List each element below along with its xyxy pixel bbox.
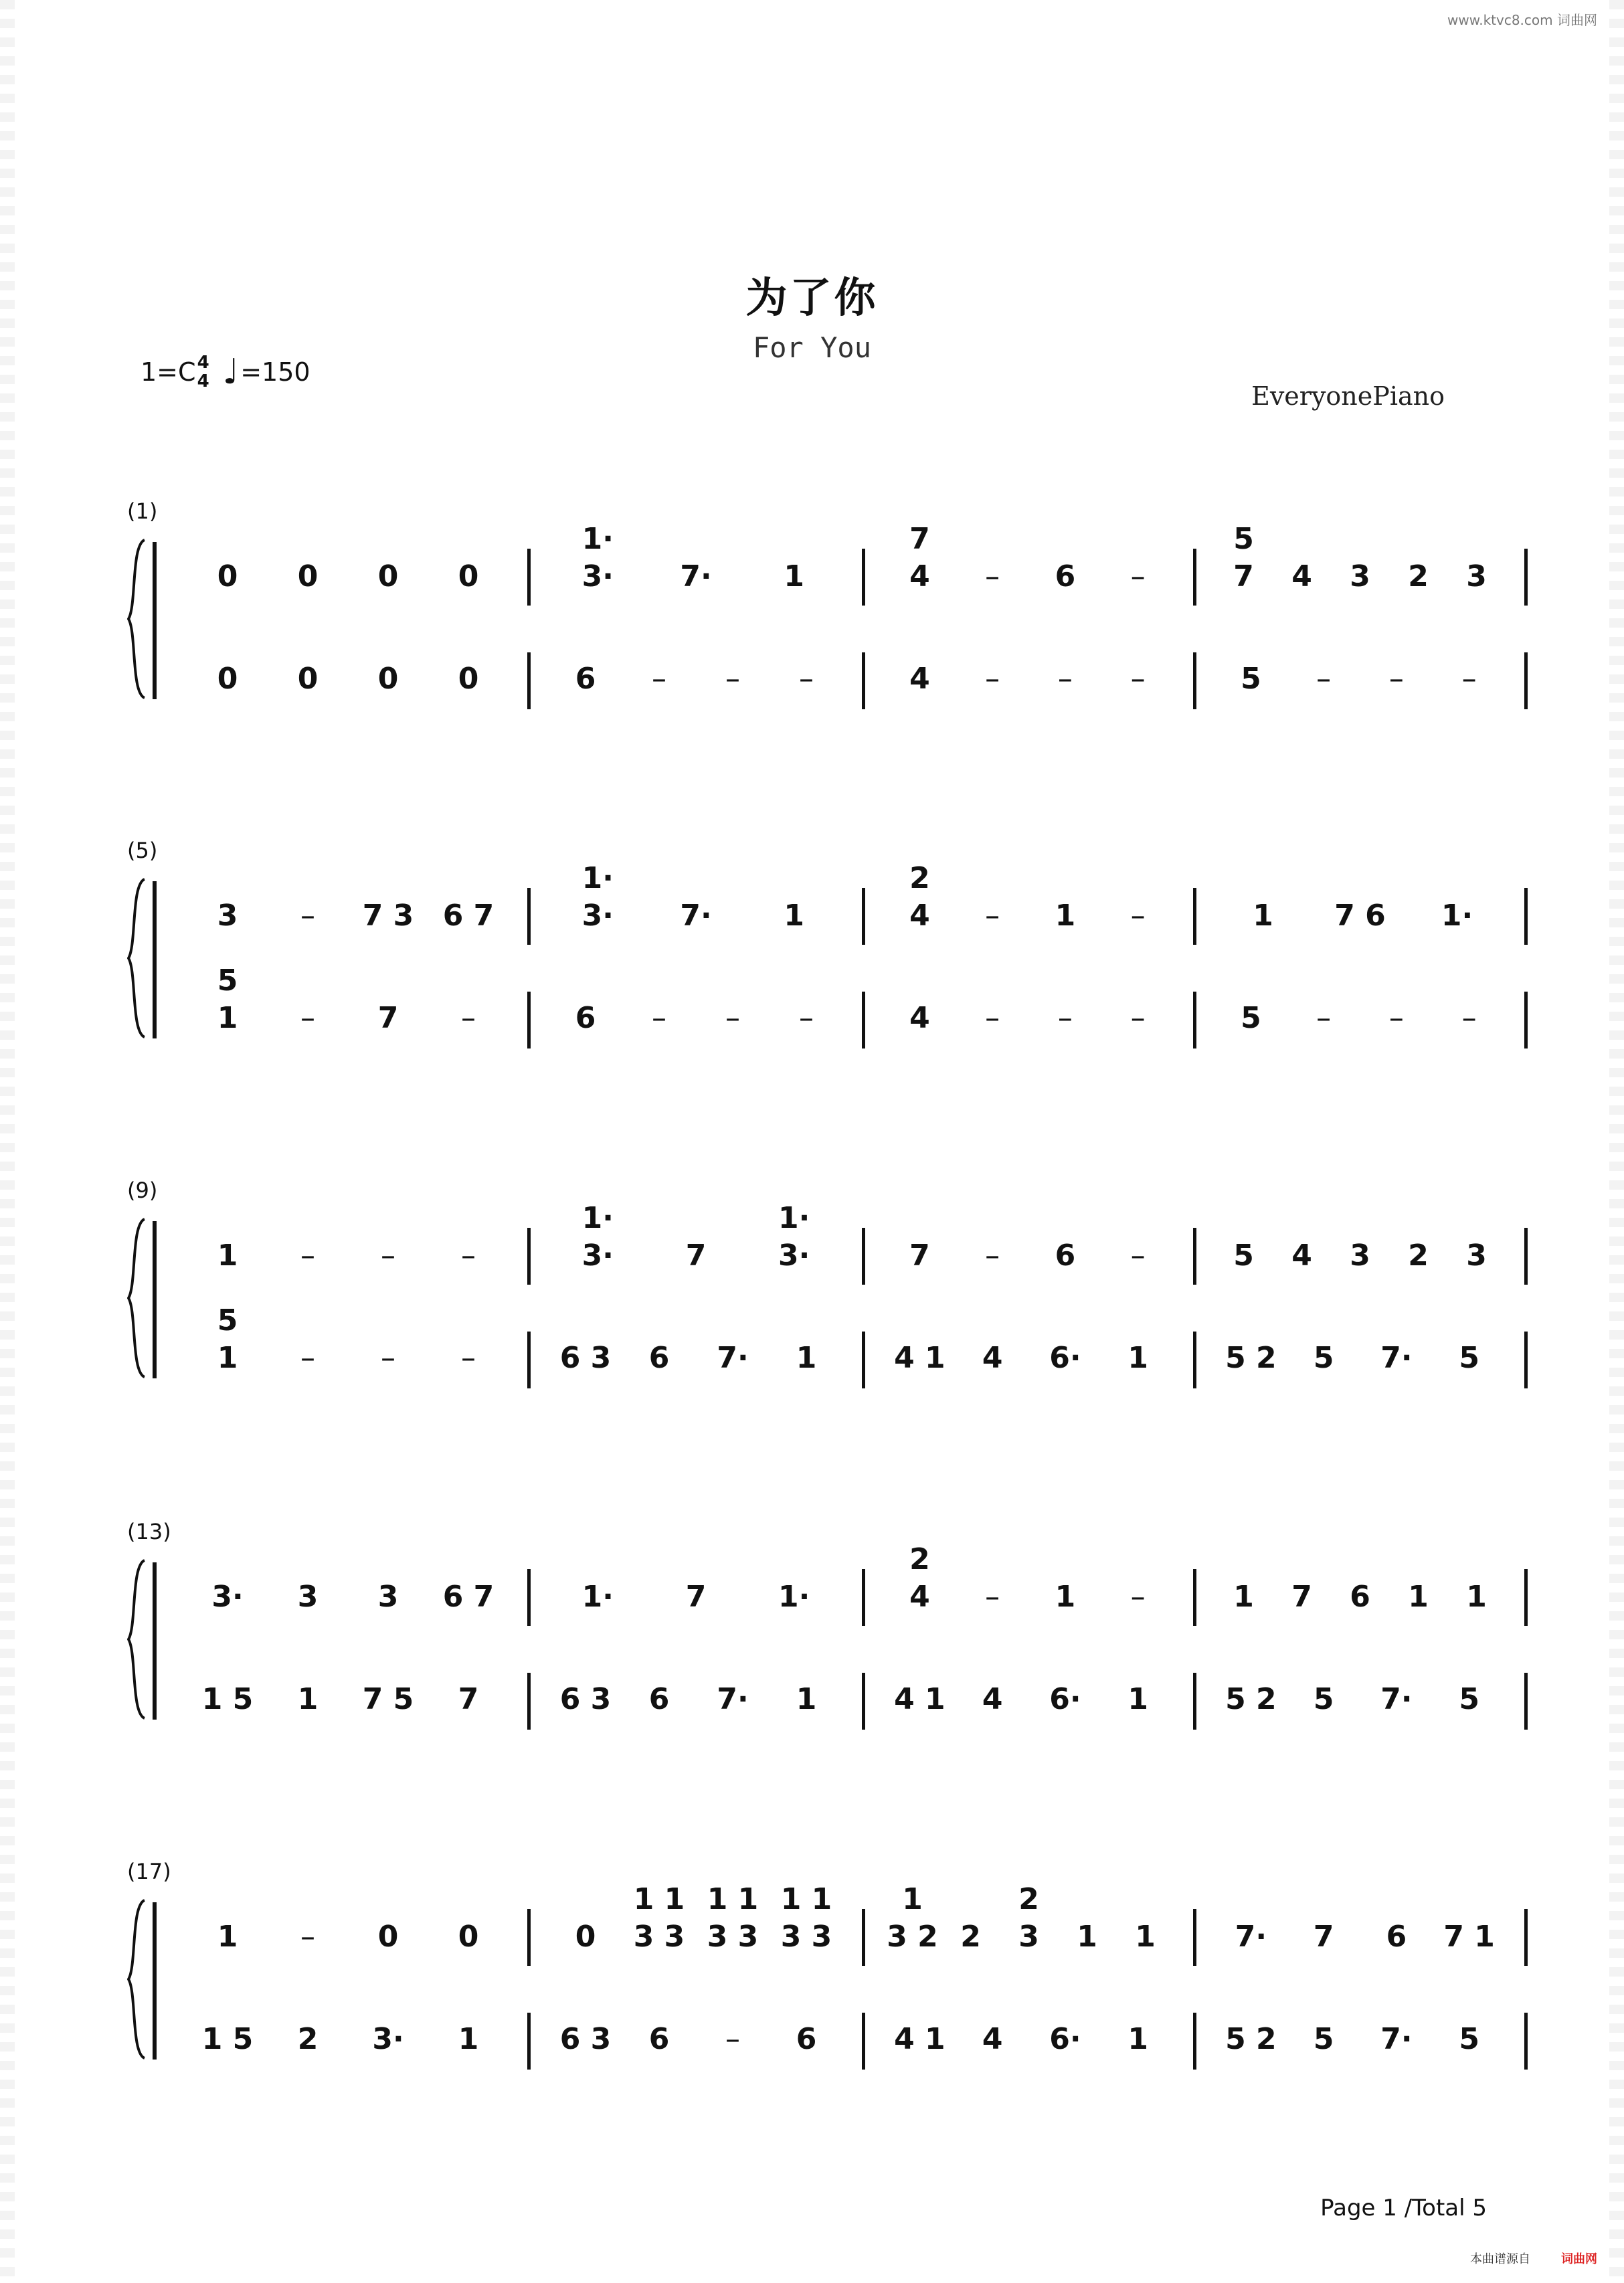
note: 1: [784, 899, 804, 933]
note: 3 3: [780, 1920, 832, 1954]
composer: EveryonePiano: [1251, 381, 1445, 411]
note: 3·: [372, 2022, 404, 2056]
sustain-dash: –: [799, 662, 814, 696]
system-barline: [153, 881, 157, 1038]
sustain-dash: –: [985, 662, 1000, 696]
note: 6: [796, 2022, 817, 2056]
note: 5 2: [1225, 1682, 1277, 1716]
note: 4: [982, 2022, 1003, 2056]
note: 1: [217, 1920, 238, 1954]
note: 5 2: [1225, 2022, 1277, 2056]
staff-system: [127, 498, 1492, 699]
note: 5: [1313, 2022, 1334, 2056]
tempo-value: =150: [240, 357, 310, 387]
note: 6: [1055, 559, 1076, 593]
note: 5: [1241, 662, 1261, 696]
sustain-dash: –: [985, 1239, 1000, 1273]
harmony-note: 2: [909, 861, 930, 895]
sustain-dash: –: [652, 1001, 666, 1035]
barline: [527, 1332, 531, 1388]
sustain-dash: –: [1316, 1001, 1332, 1035]
barline: [1193, 549, 1196, 606]
note: 3: [1466, 559, 1487, 593]
barline: [527, 992, 531, 1048]
sustain-dash: –: [985, 899, 1000, 933]
note: 1: [1253, 899, 1273, 933]
sustain-dash: –: [381, 1239, 395, 1273]
song-subtitle: For You: [752, 331, 871, 364]
note: 4: [1291, 559, 1312, 593]
quarter-note-icon: ♩: [222, 352, 240, 392]
sustain-dash: –: [725, 1001, 740, 1035]
key-signature: [141, 353, 310, 391]
barline: [1524, 1332, 1528, 1388]
upper-staff: [167, 1201, 1492, 1293]
harmony-note: 1·: [581, 1201, 614, 1235]
note: 3: [1018, 1920, 1039, 1954]
note: 4 1: [894, 1682, 945, 1716]
note: 6 3: [559, 1341, 612, 1375]
barline: [527, 1569, 531, 1626]
barline: [1193, 888, 1196, 945]
note: 1: [217, 1341, 238, 1375]
note: 3 3: [633, 1920, 685, 1954]
sustain-dash: –: [1130, 1239, 1146, 1273]
time-beats: 4: [197, 353, 209, 373]
note: 5: [1313, 1341, 1334, 1375]
note: 4: [1291, 1239, 1312, 1273]
sustain-dash: –: [461, 1239, 476, 1273]
note: 1: [1127, 1341, 1148, 1375]
sustain-dash: –: [1130, 899, 1146, 933]
upper-staff: [167, 522, 1492, 614]
harmony-note: 1 1: [780, 1882, 832, 1916]
note: 6: [575, 1001, 596, 1035]
sustain-dash: –: [300, 1920, 315, 1954]
sustain-dash: –: [1461, 1001, 1477, 1035]
note: 1: [1233, 1580, 1254, 1614]
harmony-note: 1 1: [633, 1882, 685, 1916]
note: 0: [377, 1920, 399, 1954]
note: 2: [297, 2022, 319, 2056]
harmony-note: 1·: [581, 522, 614, 556]
note: 5: [1233, 1239, 1254, 1273]
note: 1: [297, 1682, 319, 1716]
sustain-dash: –: [985, 1001, 1000, 1035]
note: 3: [1466, 1239, 1487, 1273]
harmony-note: 5: [217, 964, 238, 998]
sustain-dash: –: [381, 1341, 395, 1375]
barline: [1193, 1909, 1196, 1966]
note: 4: [909, 1580, 930, 1614]
barline: [862, 888, 865, 945]
note: 1: [1127, 1682, 1148, 1716]
system-barline: [153, 542, 157, 699]
brace-icon: [127, 1559, 147, 1720]
note: 1: [1466, 1580, 1487, 1614]
note: 1: [1127, 2022, 1148, 2056]
note: 7: [1313, 1920, 1334, 1954]
barline: [862, 652, 865, 709]
note: 6: [1386, 1920, 1407, 1954]
barline: [1524, 1569, 1528, 1626]
harmony-note: 2: [909, 1542, 930, 1576]
note: 1·: [778, 1580, 810, 1614]
barline: [1193, 2013, 1196, 2070]
harmony-note: 2: [1018, 1882, 1039, 1916]
note: 7: [1291, 1580, 1312, 1614]
barline: [862, 549, 865, 606]
note: 2: [1408, 559, 1429, 593]
sustain-dash: –: [1316, 662, 1332, 696]
note: 4: [909, 662, 930, 696]
note: 6·: [1049, 2022, 1081, 2056]
harmony-note: 1 1: [707, 1882, 759, 1916]
note: 6: [648, 1341, 670, 1375]
note: 7: [458, 1682, 479, 1716]
system-barline: [153, 1221, 157, 1378]
harmony-note: 5: [217, 1303, 238, 1338]
note: 5: [1459, 1341, 1479, 1375]
barline: [862, 1569, 865, 1626]
note: 0: [377, 662, 399, 696]
note: 0: [297, 559, 319, 593]
note: 5: [1313, 1682, 1334, 1716]
sustain-dash: –: [300, 1341, 315, 1375]
note: 4: [909, 1001, 930, 1035]
note: 7·: [1380, 2022, 1413, 2056]
key-prefix: 1=C: [141, 357, 196, 387]
barline: [527, 549, 531, 606]
time-unit: 4: [197, 371, 209, 391]
barline: [1193, 1332, 1196, 1388]
note: 0: [458, 662, 479, 696]
brace-icon: [127, 878, 147, 1038]
note: 1·: [1441, 899, 1473, 933]
barline: [862, 1228, 865, 1285]
barline: [862, 1909, 865, 1966]
note: 7 3: [362, 899, 414, 933]
note: 7: [909, 1239, 930, 1273]
sustain-dash: –: [1057, 662, 1073, 696]
note: 1: [217, 1001, 238, 1035]
sustain-dash: –: [1388, 1001, 1404, 1035]
sustain-dash: –: [1388, 662, 1404, 696]
note: 1: [796, 1682, 817, 1716]
harmony-note: 7: [909, 522, 930, 556]
barline: [1524, 1673, 1528, 1730]
note: 7 6: [1334, 899, 1386, 933]
staff-system: [127, 838, 1492, 1038]
note: 1·: [581, 1580, 614, 1614]
measure-number: (1): [127, 498, 158, 524]
note: 0: [217, 559, 238, 593]
note: 1 5: [201, 1682, 254, 1716]
note: 5 2: [1225, 1341, 1277, 1375]
note: 3·: [581, 559, 614, 593]
lower-staff: [167, 964, 1492, 1055]
sustain-dash: –: [1130, 662, 1146, 696]
barline: [862, 992, 865, 1048]
note: 7·: [1380, 1341, 1413, 1375]
note: 3: [1350, 559, 1370, 593]
upper-staff: [167, 861, 1492, 953]
brace-icon: [127, 1218, 147, 1378]
page-counter: Page 1 /Total 5: [1320, 2195, 1487, 2221]
sustain-dash: –: [1057, 1001, 1073, 1035]
lower-staff: [167, 1303, 1492, 1395]
note: 7 5: [362, 1682, 414, 1716]
barline: [862, 2013, 865, 2070]
note: 6·: [1049, 1341, 1081, 1375]
note: 0: [377, 559, 399, 593]
barline: [1524, 1228, 1528, 1285]
sustain-dash: –: [300, 899, 315, 933]
note: 4: [909, 559, 930, 593]
lower-staff: [167, 642, 1492, 716]
note: 7: [377, 1001, 399, 1035]
note: 5: [1241, 1001, 1261, 1035]
source-note: 本曲谱源自: [1470, 2252, 1530, 2266]
barline: [527, 652, 531, 709]
barline: [1193, 1569, 1196, 1626]
note: 7·: [680, 559, 712, 593]
note: 7·: [717, 1682, 749, 1716]
barline: [527, 2013, 531, 2070]
barline: [1193, 1673, 1196, 1730]
note: 5: [1459, 1682, 1479, 1716]
note: 6: [1055, 1239, 1076, 1273]
note: 7: [1233, 559, 1254, 593]
note: 6: [648, 1682, 670, 1716]
note: 0: [297, 662, 319, 696]
upper-staff: [167, 1882, 1495, 1974]
note: 0: [575, 1920, 596, 1954]
harmony-note: 1·: [581, 861, 614, 895]
note: 7: [685, 1580, 707, 1614]
site-url[interactable]: www.ktvc8.com 词曲网: [1447, 12, 1597, 28]
sustain-dash: –: [725, 662, 740, 696]
note: 2: [960, 1920, 981, 1954]
barline: [1524, 2013, 1528, 2070]
note: 6: [575, 662, 596, 696]
brace-icon: [127, 1899, 147, 2060]
lower-staff: [167, 1663, 1492, 1736]
note: 1: [217, 1239, 238, 1273]
note: 3: [1350, 1239, 1370, 1273]
sustain-dash: –: [300, 1239, 315, 1273]
sustain-dash: –: [725, 2022, 740, 2056]
harmony-note: 5: [1233, 522, 1254, 556]
note: 6 7: [442, 899, 494, 933]
source-site[interactable]: 词曲网: [1561, 2252, 1597, 2266]
barline: [1193, 1228, 1196, 1285]
sustain-dash: –: [1130, 1001, 1146, 1035]
note: 2: [1408, 1239, 1429, 1273]
note: 4 1: [894, 2022, 945, 2056]
sustain-dash: –: [461, 1001, 476, 1035]
barline: [1524, 888, 1528, 945]
sustain-dash: –: [1130, 1580, 1146, 1614]
system-barline: [153, 1902, 157, 2060]
sustain-dash: –: [461, 1341, 476, 1375]
note: 1: [1135, 1920, 1156, 1954]
note: 4: [982, 1682, 1003, 1716]
note: 1: [1055, 1580, 1076, 1614]
staff-system: [127, 1519, 1492, 1720]
sustain-dash: –: [652, 662, 666, 696]
measure-number: (13): [127, 1519, 171, 1544]
note: 6 3: [559, 2022, 612, 2056]
barline: [527, 888, 531, 945]
sustain-dash: –: [799, 1001, 814, 1035]
note: 6: [1350, 1580, 1370, 1614]
brace-icon: [127, 539, 147, 699]
barline: [1193, 652, 1196, 709]
note: 3 3: [707, 1920, 759, 1954]
harmony-note: 1·: [778, 1201, 810, 1235]
note: 3·: [211, 1580, 244, 1614]
barline: [862, 1673, 865, 1730]
note: 1: [1055, 899, 1076, 933]
upper-staff: [167, 1542, 1492, 1634]
sustain-dash: –: [300, 1001, 315, 1035]
note: 6: [648, 2022, 670, 2056]
note: 4: [909, 899, 930, 933]
note: 1: [1077, 1920, 1097, 1954]
barline: [1524, 652, 1528, 709]
barline: [1193, 992, 1196, 1048]
barline: [1524, 1909, 1528, 1966]
note: 3: [297, 1580, 319, 1614]
measure-number: (9): [127, 1178, 158, 1203]
note: 3·: [778, 1239, 810, 1273]
measure-number: (5): [127, 838, 158, 863]
sustain-dash: –: [1461, 662, 1477, 696]
note: 0: [458, 559, 479, 593]
note: 1: [458, 2022, 479, 2056]
barline: [527, 1909, 531, 1966]
sustain-dash: –: [985, 559, 1000, 593]
staff-system: [127, 1859, 1495, 2060]
note: 7·: [1380, 1682, 1413, 1716]
sustain-dash: –: [985, 1580, 1000, 1614]
note: 6 3: [559, 1682, 612, 1716]
note: 7 1: [1443, 1920, 1495, 1954]
system-barline: [153, 1562, 157, 1720]
note: 1: [784, 559, 804, 593]
note: 7·: [680, 899, 712, 933]
note: 3 2: [887, 1920, 938, 1954]
note: 4: [982, 1341, 1003, 1375]
note: 3·: [581, 899, 614, 933]
measure-number: (17): [127, 1859, 171, 1884]
note: 0: [458, 1920, 479, 1954]
time-signature: [197, 353, 209, 391]
barline: [1524, 992, 1528, 1048]
note: 3·: [581, 1239, 614, 1273]
note: 1 5: [201, 2022, 254, 2056]
barline: [527, 1673, 531, 1730]
song-title: 为了你: [745, 273, 879, 322]
note: 1: [796, 1341, 817, 1375]
staff-system: [127, 1178, 1492, 1378]
harmony-note: 1: [902, 1882, 923, 1916]
note: 3: [217, 899, 238, 933]
note: 0: [217, 662, 238, 696]
lower-staff: [167, 2003, 1492, 2076]
note: 6 7: [442, 1580, 494, 1614]
note: 7·: [1235, 1920, 1267, 1954]
sustain-dash: –: [1130, 559, 1146, 593]
barline: [527, 1228, 531, 1285]
note: 6·: [1049, 1682, 1081, 1716]
note: 7: [685, 1239, 707, 1273]
note: 3: [377, 1580, 399, 1614]
note: 5: [1459, 2022, 1479, 2056]
note: 7·: [717, 1341, 749, 1375]
note: 4 1: [894, 1341, 945, 1375]
barline: [1524, 549, 1528, 606]
barline: [862, 1332, 865, 1388]
note: 1: [1408, 1580, 1429, 1614]
